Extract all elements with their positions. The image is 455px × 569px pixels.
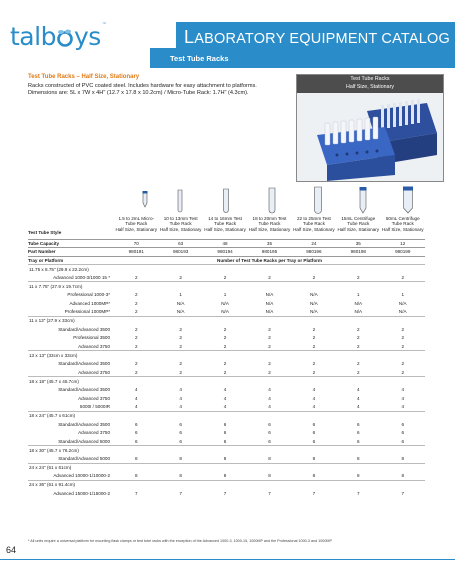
rack-count: 4: [223, 395, 227, 401]
rack-count: 2: [268, 335, 271, 341]
rack-count: 4: [268, 404, 271, 410]
rack-count: 2: [179, 326, 182, 332]
rack-count: 2: [401, 274, 405, 280]
rack-count: 2: [312, 343, 316, 349]
rack-count: 4: [401, 395, 405, 401]
rack-count: N/A: [354, 300, 363, 306]
rack-count: 8: [179, 473, 182, 479]
rack-count: N/A: [398, 300, 407, 306]
platform-name: Standard/Advanced 3500: [58, 326, 111, 332]
bee-icon: [56, 22, 74, 51]
platform-name: Advanced 15000-1/15000-2: [53, 490, 111, 496]
table-row: [28, 489, 425, 498]
rack-count: 2: [179, 343, 182, 349]
platform-size: 11 x 7.75" (27.9 x 19.7cm): [28, 282, 425, 291]
rack-count: 2: [312, 369, 316, 375]
part-number-cell: 980193: [158, 248, 202, 257]
rack-count: 2: [179, 335, 182, 341]
style-cell: Half Size, Stationary: [204, 227, 246, 232]
rack-count: 4: [223, 404, 227, 410]
rack-count: 8: [134, 455, 138, 461]
platform-size-row: [28, 351, 425, 360]
rack-count: 7: [134, 490, 138, 496]
rack-count: 8: [312, 473, 316, 479]
rack-count: 6: [357, 421, 360, 427]
rack-count: 2: [401, 343, 405, 349]
rack-count: 8: [357, 455, 360, 461]
table-row: [28, 428, 425, 437]
rack-count: 2: [223, 343, 227, 349]
logo-text: talb: [10, 22, 56, 51]
rack-count: 6: [312, 438, 316, 444]
rack-count: 4: [134, 404, 138, 410]
table-row: [28, 420, 425, 429]
table-row: [28, 472, 425, 481]
row-label: Part Number: [28, 248, 114, 257]
column-name: 18 to 20mm Test Tube Rack: [252, 216, 287, 227]
capacity-cell: 12: [380, 239, 425, 248]
column-name: 10 to 13mm Test Tube Rack: [163, 216, 198, 227]
rack-count: 6: [357, 430, 360, 436]
rack-count: 8: [223, 455, 227, 461]
table-row: [28, 368, 425, 377]
rack-count: 6: [312, 430, 316, 436]
rack-count: 6: [223, 430, 227, 436]
rack-count: 2: [401, 361, 405, 367]
rack-count: 8: [401, 473, 405, 479]
rack-count: 6: [179, 421, 182, 427]
capacity-cell: 48: [203, 239, 247, 248]
tray-header-row: [28, 256, 425, 265]
part-number-cell: 980191: [114, 248, 158, 257]
style-row: [28, 227, 425, 239]
rack-count: 1: [223, 292, 227, 298]
rack-count: N/A: [265, 300, 274, 306]
rack-count: 2: [268, 326, 271, 332]
platform-size-row: [28, 282, 425, 291]
column-name: 14 to 16mm Test Tube Rack: [208, 216, 242, 227]
rack-count: N/A: [176, 309, 185, 315]
capacity-row: [28, 239, 425, 248]
rack-count: 4: [268, 387, 271, 393]
rack-count: 2: [223, 274, 227, 280]
rack-count: 2: [312, 326, 316, 332]
rack-count: 2: [401, 369, 405, 375]
rack-count: 6: [134, 421, 138, 427]
platform-name: Advanced 10000-1/10000-2: [53, 473, 111, 479]
rack-count: 6: [223, 438, 227, 444]
table-row: [28, 385, 425, 394]
table-row: [28, 308, 425, 317]
table-row: [28, 299, 425, 308]
rack-count: 4: [179, 404, 182, 410]
rack-count: 2: [223, 326, 227, 332]
centrifuge-15ml-icon: [340, 186, 386, 216]
platform-name: Advanced 3750: [78, 343, 111, 349]
platform-name: Professional 1000-3*: [67, 292, 111, 298]
catalog-title-bar: [176, 22, 455, 48]
rack-count: 2: [134, 300, 138, 306]
row-label: Tray or Platform: [28, 256, 114, 265]
rack-count: 2: [223, 369, 227, 375]
platform-size: 24 x 24" (61 x 61cm): [28, 463, 425, 472]
platform-size-row: [28, 411, 425, 420]
rack-count: N/A: [310, 309, 318, 315]
platform-size: 18 x 18" (45.7 x 45.7cm): [28, 377, 425, 386]
rack-count: 2: [357, 361, 360, 367]
rack-count: 2: [134, 343, 138, 349]
platform-size: 24 x 36" (61 x 91.4cm): [28, 480, 425, 489]
rack-photo-illustration: [297, 93, 443, 182]
platform-size-row: [28, 463, 425, 472]
rack-count: 2: [134, 292, 138, 298]
platform-name: Professional 3500: [73, 335, 111, 341]
part-number-cell: 980199: [380, 248, 425, 257]
spec-table: [28, 215, 425, 497]
rack-count: 8: [268, 473, 271, 479]
style-cell: Half Size, Stationary: [248, 227, 291, 232]
rack-count: 1: [401, 292, 405, 298]
rack-count: 2: [268, 274, 271, 280]
table-row: [28, 342, 425, 351]
rack-count: 4: [401, 387, 405, 393]
tube-22-25mm-icon: [295, 186, 341, 216]
rack-count: N/A: [265, 309, 274, 315]
rack-count: 2: [134, 326, 138, 332]
part-number-cell: 980196: [292, 248, 336, 257]
rack-count: N/A: [398, 309, 407, 315]
rack-count: N/A: [176, 300, 185, 306]
rack-count: 4: [312, 387, 316, 393]
rack-count: 8: [357, 473, 360, 479]
rack-count: 7: [312, 490, 316, 496]
rack-count: 4: [223, 387, 227, 393]
rack-count: 2: [401, 326, 405, 332]
platform-name: Professional 1000MP*: [64, 309, 111, 315]
style-cell: Half Size, Stationary: [381, 227, 424, 232]
product-description: Racks constructed of PVC coated steel. Includes hardware for easy attachment to platforms. Dimensions are: 5L x 7W x 4H" (12.7 x 17.8 x 10.2cm) / Micro-Tube Rack: 1.7H" (4.3cm).: [28, 83, 257, 97]
column-name: 50mL Centrifuge Tube Rack: [385, 216, 420, 227]
rack-count: 6: [401, 421, 405, 427]
row-label: Test Tube Style: [28, 230, 62, 236]
rack-count: N/A: [221, 309, 229, 315]
platform-name: Standard/Advanced 3500: [58, 421, 111, 427]
rack-count: 6: [312, 421, 316, 427]
platform-size: 11 x 13" (27.9 x 33cm): [28, 316, 425, 325]
style-cell: Half Size, Stationary: [159, 227, 202, 232]
table-row: [28, 333, 425, 342]
row-label: Tube Capacity: [28, 239, 114, 248]
platform-name: Advanced 3750: [78, 395, 111, 401]
rack-count: 2: [357, 335, 360, 341]
part-number-cell: 980198: [336, 248, 380, 257]
platform-name: 5000I / 5000IR: [79, 404, 111, 410]
rack-count: 8: [312, 455, 316, 461]
part-number-row: [28, 248, 425, 257]
capacity-cell: 35: [336, 239, 380, 248]
rack-count: 4: [357, 395, 360, 401]
rack-count: 2: [179, 361, 182, 367]
rack-count: 2: [312, 361, 316, 367]
section-title: Test Tube Racks: [170, 54, 229, 63]
rack-count: 2: [357, 326, 360, 332]
rack-count: 8: [401, 455, 405, 461]
platform-name: Standard/Advanced 3500: [58, 387, 111, 393]
rack-count: 7: [268, 490, 271, 496]
rack-count: 8: [268, 455, 271, 461]
platform-size-row: [28, 377, 425, 386]
rack-count: 4: [401, 404, 405, 410]
capacity-cell: 24: [292, 239, 336, 248]
product-photo: [296, 74, 444, 182]
platform-size-row: [28, 446, 425, 455]
platform-name: Advanced 3750: [78, 369, 111, 375]
rack-count: 7: [223, 490, 227, 496]
rack-count: 6: [223, 421, 227, 427]
platform-name: Standard/Advanced 5000: [58, 438, 111, 444]
page-number: 64: [6, 545, 17, 555]
platform-size: 18 x 24" (45.7 x 61cm): [28, 411, 425, 420]
header-blank: [28, 215, 114, 227]
rack-count: 7: [357, 490, 360, 496]
rack-count: 2: [223, 361, 227, 367]
rack-count: 8: [134, 473, 138, 479]
rack-count: 2: [268, 369, 271, 375]
rack-count: 2: [312, 274, 316, 280]
photo-caption-line1: Test Tube Racks: [350, 76, 390, 82]
table-row: [28, 403, 425, 412]
table-row: [28, 359, 425, 368]
style-cell: Half Size, Stationary: [337, 227, 380, 232]
rack-count: 6: [179, 438, 182, 444]
table-row: [28, 437, 425, 446]
photo-caption-line2: Half Size, Stationary: [346, 83, 394, 90]
rack-count: 8: [223, 473, 227, 479]
rack-count: 4: [312, 404, 316, 410]
catalog-title-initial: L: [184, 27, 195, 47]
rack-count: 4: [357, 387, 360, 393]
rack-count: 2: [268, 361, 271, 367]
rack-count: 2: [357, 274, 360, 280]
tube-10-13mm-icon: [157, 186, 203, 216]
tube-14-16mm-icon: [203, 186, 249, 216]
talboys-logo: [10, 22, 106, 51]
column-header-row: [28, 215, 425, 227]
rack-count: 7: [401, 490, 405, 496]
rack-count: 4: [134, 387, 138, 393]
platform-size: 18 x 30" (45.7 x 76.2cm): [28, 446, 425, 455]
capacity-cell: 35: [247, 239, 291, 248]
centrifuge-50ml-icon: [385, 186, 431, 216]
platform-name: Advanced 3750: [78, 430, 111, 436]
tube-18-20mm-icon: [249, 186, 295, 216]
logo-text-end: ys: [73, 22, 101, 51]
rack-count: 6: [134, 438, 138, 444]
rack-count: 4: [179, 387, 182, 393]
page-rule: [0, 559, 455, 560]
rack-count: 1: [179, 292, 182, 298]
platform-name: Advanced 1000MP*: [69, 300, 111, 306]
rack-count: 4: [312, 395, 316, 401]
rack-count: 2: [179, 369, 182, 375]
rack-count: 6: [268, 430, 271, 436]
rack-count: 2: [134, 335, 138, 341]
rack-count: 1: [357, 292, 360, 298]
rack-count: 2: [179, 274, 182, 280]
rack-count: 2: [134, 361, 138, 367]
platform-name: Advanced 1000-3/1000 15 *: [53, 274, 111, 280]
platform-size: 11.75 x 8.75" (29.9 x 22.2cm): [28, 265, 425, 274]
rack-count: 7: [179, 490, 182, 496]
column-name: 1.5 to 2mL Micro-Tube Rack: [118, 216, 155, 227]
style-cell: Half Size, Stationary: [293, 227, 335, 232]
rack-count: 2: [134, 309, 138, 315]
platform-size-row: [28, 265, 425, 274]
table-row: [28, 273, 425, 282]
column-name: 15mL Centrifuge Tube Rack: [341, 216, 376, 227]
column-name: 22 to 25mm Test Tube Rack: [296, 216, 331, 227]
trademark: ™: [101, 22, 107, 28]
rack-count: 2: [134, 369, 138, 375]
rack-count: 6: [401, 430, 405, 436]
rack-count: 6: [134, 430, 138, 436]
rack-count: 6: [268, 438, 271, 444]
rack-count: 8: [179, 455, 182, 461]
rack-count: N/A: [265, 292, 274, 298]
rack-count: 4: [134, 395, 138, 401]
style-cell: Half Size, Stationary: [115, 227, 158, 232]
tube-illustrations: [0, 186, 455, 216]
platform-name: Standard/Advanced 5000: [58, 455, 111, 461]
section-bar: [150, 48, 455, 68]
photo-caption: [297, 75, 443, 93]
rack-count: 2: [357, 343, 360, 349]
platform-size: 13 x 13" (33cm x 33cm): [28, 351, 425, 360]
rack-count: 2: [357, 369, 360, 375]
rack-count: 4: [268, 395, 271, 401]
rack-count: 6: [401, 438, 405, 444]
footnote: * All units require a universal platform for mounting flask clamps or test tube racks with the exception of the Advanced 1000-3, 1000-15, 1000MP and the Professional 1000-3 and 1000MP: [28, 539, 332, 543]
rack-count: N/A: [221, 300, 229, 306]
capacity-cell: 70: [114, 239, 158, 248]
rack-count: 2: [312, 335, 316, 341]
platform-size-row: [28, 316, 425, 325]
rack-count: 2: [401, 335, 405, 341]
rack-count: 2: [268, 343, 271, 349]
count-header: Number of Test Tube Racks per Tray or Platform: [114, 256, 425, 265]
platform-size-row: [28, 480, 425, 489]
rack-count: 4: [357, 404, 360, 410]
catalog-title: ABORATORY EQUIPMENT CATALOG: [194, 31, 450, 47]
rack-count: 2: [223, 335, 227, 341]
rack-count: 2: [134, 274, 138, 280]
rack-count: 4: [179, 395, 182, 401]
rack-count: N/A: [310, 292, 318, 298]
table-row: [28, 325, 425, 334]
capacity-cell: 63: [158, 239, 202, 248]
rack-count: 6: [268, 421, 271, 427]
product-title: Test Tube Racks – Half Size, Stationary: [28, 74, 140, 80]
rack-count: N/A: [354, 309, 363, 315]
part-number-cell: 980195: [247, 248, 291, 257]
table-row: [28, 394, 425, 403]
rack-count: 6: [357, 438, 360, 444]
platform-name: Standard/Advanced 3500: [58, 361, 111, 367]
part-number-cell: 980194: [203, 248, 247, 257]
rack-count: N/A: [310, 300, 318, 306]
table-row: [28, 454, 425, 463]
table-row: [28, 290, 425, 299]
rack-count: 6: [179, 430, 182, 436]
